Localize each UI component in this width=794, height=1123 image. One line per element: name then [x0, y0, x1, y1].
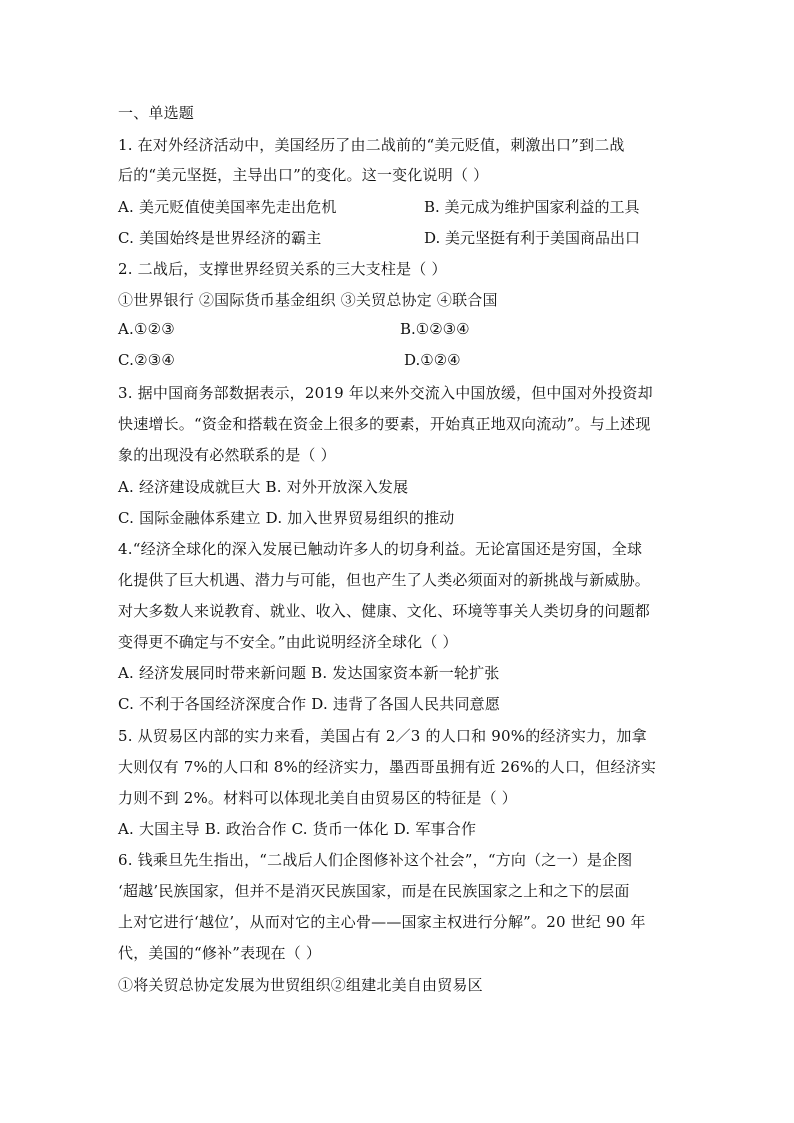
question-2-option-b: B.①②③④ [400, 320, 470, 338]
question-5-line-1: 5. 从贸易区内部的实力来看，美国占有 2／3 的人口和 90%的经济实力，加拿 [118, 727, 647, 745]
question-6-line-3: 上对它进行‘越位’，从而对它的主心骨——国家主权进行分解”。20 世纪 90 年 [118, 913, 646, 931]
question-2-option-d: D.①②④ [404, 351, 461, 369]
question-6-line-5: ①将关贸总协定发展为世贸组织②组建北美自由贸易区 [118, 976, 483, 994]
question-3-options-cd: C. 国际金融体系建立 D. 加入世界贸易组织的推动 [118, 509, 455, 527]
question-1-line-2: 后的“美元坚挺，主导出口”的变化。这一变化说明（ ） [118, 166, 489, 184]
question-5-line-2: 大则仅有 7%的人口和 8%的经济实力，墨西哥虽拥有近 26%的人口，但经济实 [118, 758, 657, 776]
section-title: 一、单选题 [118, 104, 195, 122]
question-4-line-4: 变得更不确定与不安全。”由此说明经济全球化（ ） [118, 633, 458, 651]
question-3-options-ab: A. 经济建设成就巨大 B. 对外开放深入发展 [118, 478, 409, 496]
question-1-line-1: 1. 在对外经济活动中，美国经历了由二战前的“美元贬值，刺激出口”到二战 [118, 136, 625, 154]
question-4-line-1: 4.“经济全球化的深入发展已触动许多人的切身利益。无论富国还是穷国，全球 [118, 540, 643, 558]
question-4-options-ab: A. 经济发展同时带来新问题 B. 发达国家资本新一轮扩张 [118, 664, 500, 682]
question-3-line-1: 3. 据中国商务部数据表示，2019 年以来外交流入中国放缓，但中国对外投资却 [118, 384, 653, 402]
question-1-option-a: A. 美元贬值使美国率先走出危机 [118, 198, 337, 216]
question-2-option-a: A.①②③ [118, 320, 175, 338]
question-2-option-c: C.②③④ [118, 351, 176, 369]
question-5-line-3: 力则不到 2%。材料可以体现北美自由贸易区的特征是（ ） [118, 789, 517, 807]
question-4-options-cd: C. 不利于各国经济深度合作 D. 违背了各国人民共同意愿 [118, 695, 501, 713]
question-3-line-3: 象的出现没有必然联系的是（ ） [118, 446, 336, 464]
question-5-options: A. 大国主导 B. 政治合作 C. 货币一体化 D. 军事合作 [118, 820, 477, 838]
question-4-line-3: 对大多数人来说教育、就业、收入、健康、文化、环境等事关人类切身的问题都 [118, 602, 651, 620]
question-1-option-d: D. 美元坚挺有利于美国商品出口 [424, 229, 641, 247]
question-1-option-b: B. 美元成为维护国家利益的工具 [424, 198, 640, 216]
question-2-line-1: 2. 二战后，支撑世界经贸关系的三大支柱是（ ） [118, 260, 447, 278]
question-6-line-4: 代，美国的“修补”表现在（ ） [118, 944, 322, 962]
question-3-line-2: 快速增长。“资金和搭载在资金上很多的要素，开始真正地双向流动”。与上述现 [118, 415, 651, 433]
question-6-line-1: 6. 钱乘旦先生指出，“二战后人们企图修补这个社会”，“方向（之一）是企图 [118, 851, 633, 869]
question-6-line-2: ‘超越’民族国家，但并不是消灭民族国家，而是在民族国家之上和之下的层面 [118, 882, 630, 900]
question-4-line-2: 化提供了巨大机遇、潜力与可能，但也产生了人类必须面对的新挑战与新威胁。 [118, 571, 651, 589]
question-1-option-c: C. 美国始终是世界经济的霸主 [118, 229, 322, 247]
question-2-line-2: ①世界银行 ②国际货币基金组织 ③关贸总协定 ④联合国 [118, 291, 498, 309]
